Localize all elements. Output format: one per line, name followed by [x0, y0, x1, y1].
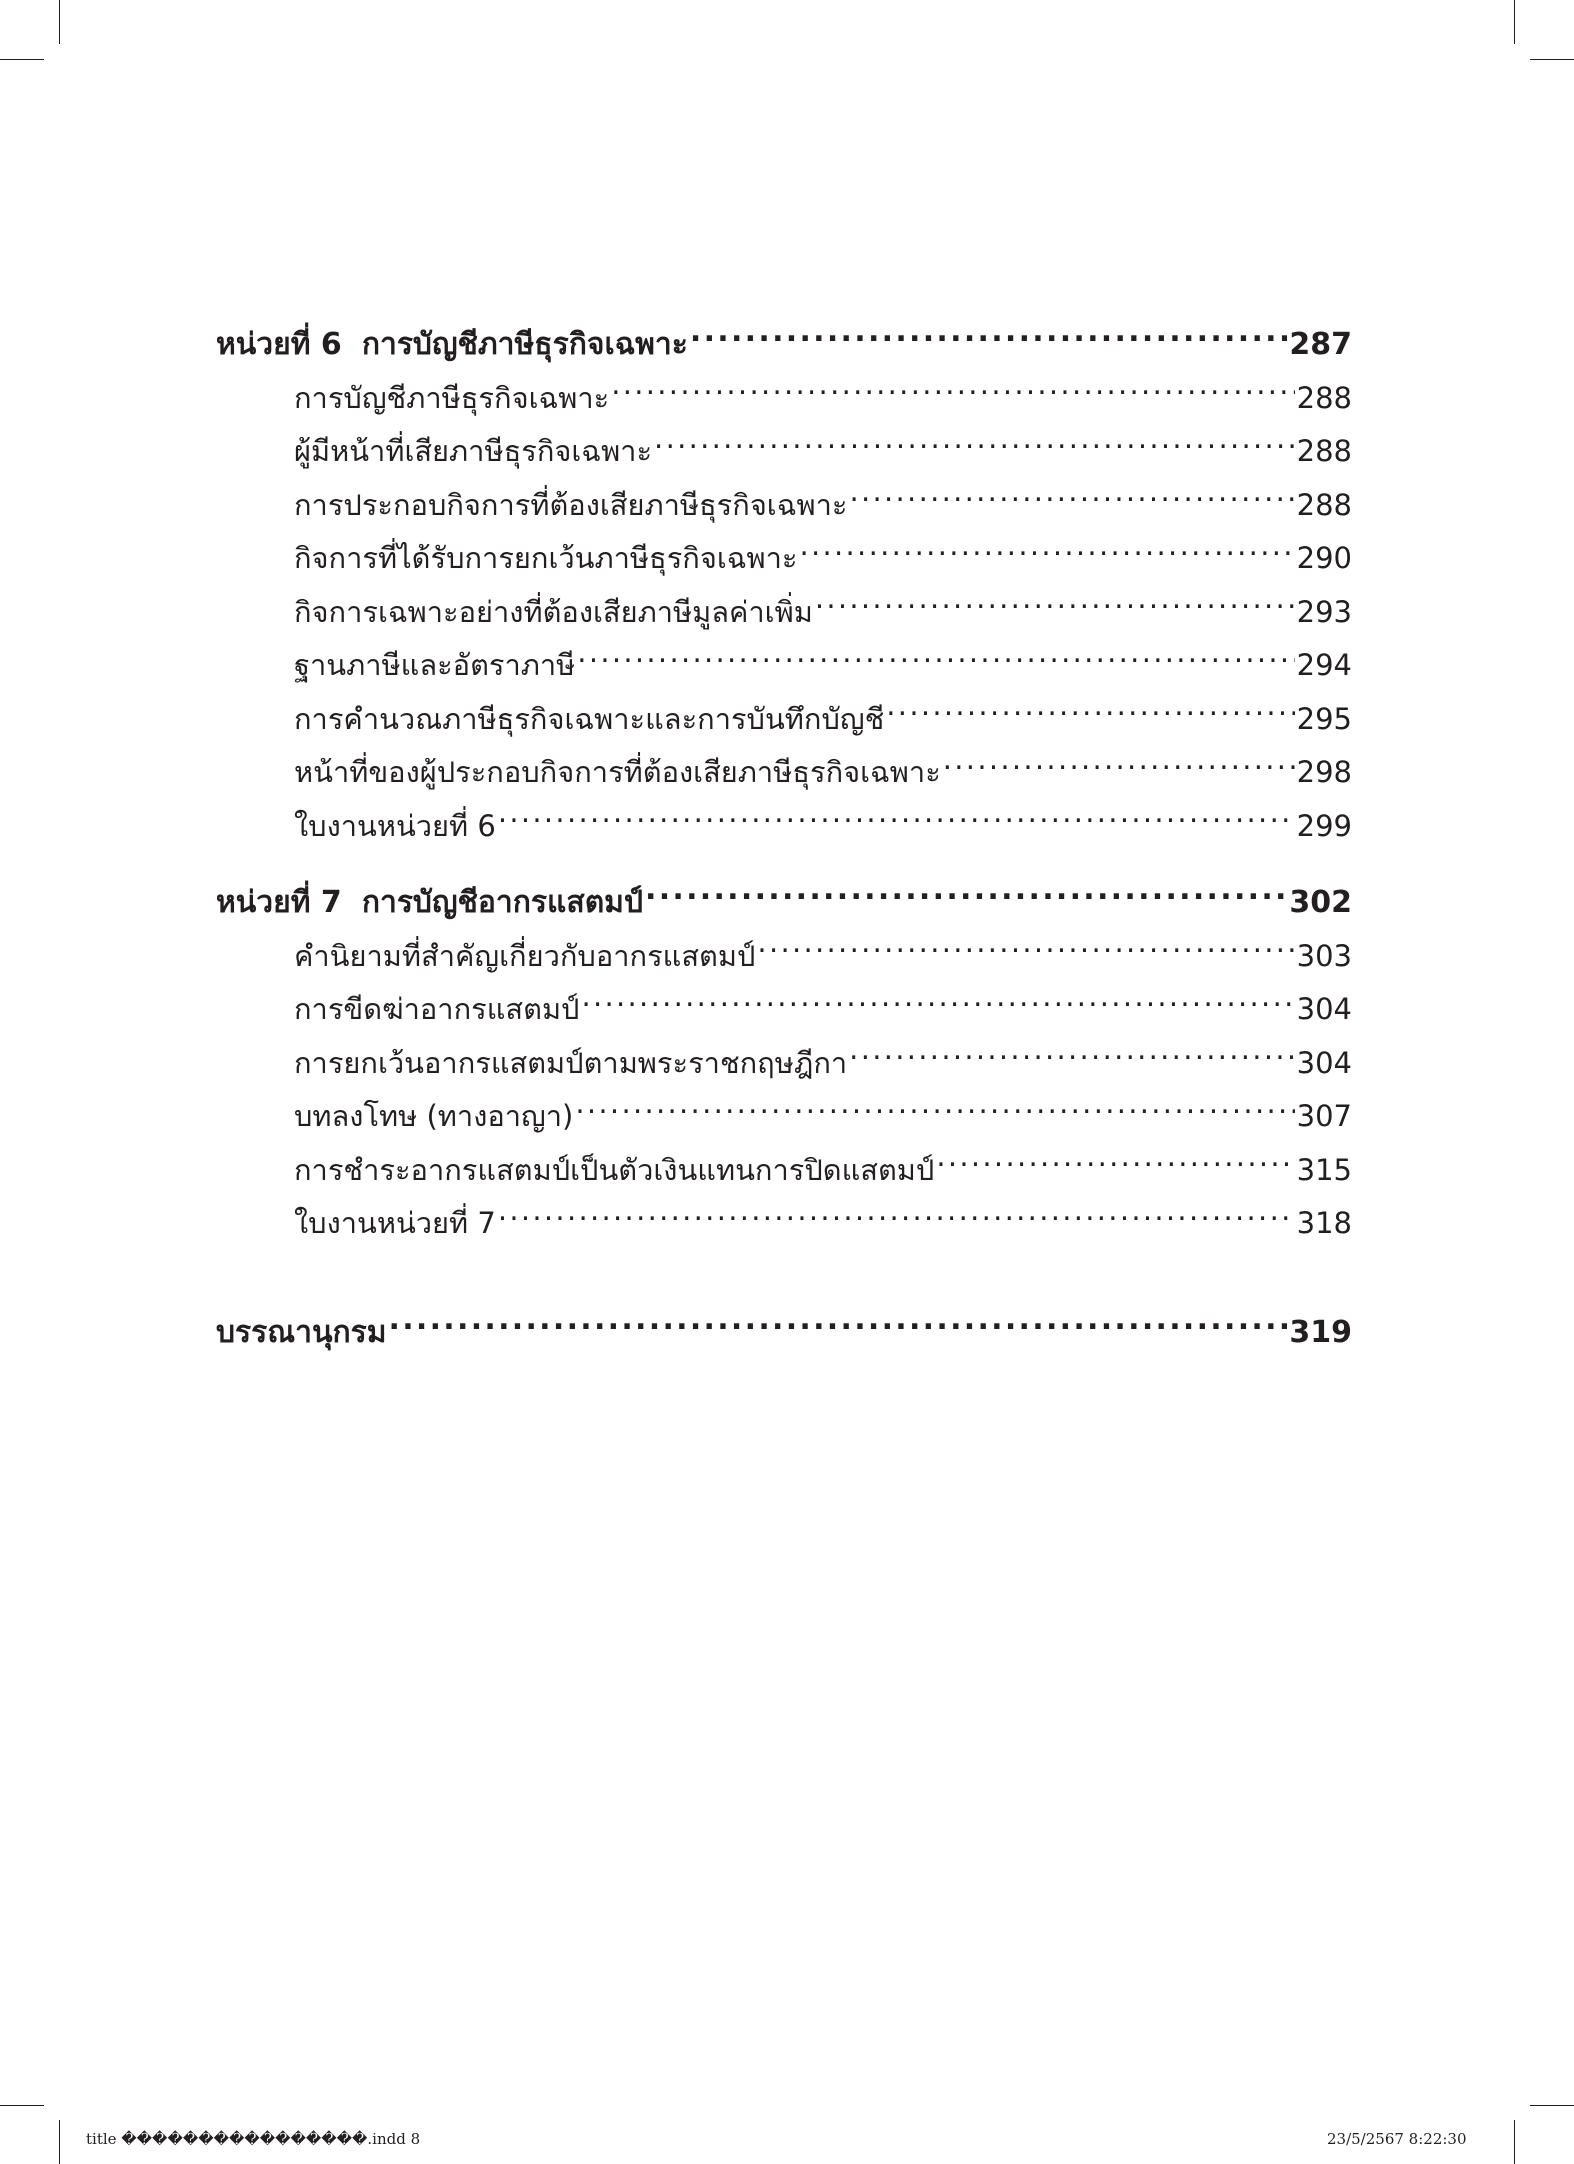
- toc-entry-page: 288: [1296, 487, 1352, 522]
- dot-leader: [849, 486, 1294, 515]
- dot-leader: [581, 990, 1294, 1019]
- crop-mark-top-right-horizontal: [1530, 59, 1574, 60]
- toc-entry-page: 318: [1296, 1206, 1352, 1240]
- toc-entry-page: 304: [1296, 992, 1352, 1026]
- toc-entry[interactable]: [216, 1090, 1352, 1144]
- toc-entry[interactable]: [216, 930, 1352, 984]
- toc-bibliography-title: บรรณานุกรม: [216, 1314, 387, 1350]
- section-spacer: [216, 1251, 1352, 1306]
- toc-entry-label: การคำนวณภาษีธุรกิจเฉพาะและการบันทึกบัญชี: [294, 701, 885, 736]
- toc-entry-label: หน้าที่ของผู้ประกอบกิจการที่ต้องเสียภาษีธุรกิจเฉพาะ: [294, 755, 941, 789]
- crop-mark-top-left-vertical: [59, 0, 60, 44]
- dot-leader: [815, 593, 1295, 622]
- toc-entry-label: ใบงานหน่วยที่ 7: [294, 1206, 496, 1240]
- toc-entry-page: 304: [1296, 1045, 1352, 1080]
- toc-bibliography[interactable]: [216, 1306, 1352, 1360]
- crop-mark-bottom-right-horizontal: [1530, 2105, 1574, 2106]
- dot-leader: [654, 432, 1295, 461]
- toc-entry[interactable]: [216, 372, 1352, 426]
- dot-leader: [757, 937, 1294, 966]
- toc-entry[interactable]: [216, 983, 1352, 1037]
- toc-unit-7-heading[interactable]: [216, 876, 1352, 930]
- toc-entry[interactable]: [216, 586, 1352, 640]
- toc-entry-label: ใบงานหน่วยที่ 6: [294, 808, 496, 843]
- toc-unit-6-title: การบัญชีภาษีธุรกิจเฉพาะ: [361, 327, 688, 362]
- dot-leader: [799, 539, 1294, 568]
- toc-entry[interactable]: [216, 425, 1352, 479]
- crop-mark-top-right-vertical: [1514, 0, 1515, 44]
- toc-entry-page: 294: [1296, 648, 1352, 682]
- toc-entry-label: การบัญชีภาษีธุรกิจเฉพาะ: [294, 380, 610, 415]
- toc-entry[interactable]: [216, 1037, 1352, 1091]
- crop-mark-bottom-right-vertical: [1514, 2120, 1515, 2164]
- dot-leader: [849, 1044, 1294, 1073]
- toc-entry-label: ผู้มีหน้าที่เสียภาษีธุรกิจเฉพาะ: [294, 434, 653, 468]
- toc-entry-page: 303: [1296, 938, 1352, 973]
- toc-entry[interactable]: [216, 1197, 1352, 1251]
- crop-mark-top-left-horizontal: [0, 59, 44, 60]
- toc-unit-7-page: 302: [1289, 885, 1352, 920]
- slug-timestamp: 23/5/2567 8:22:30: [1327, 2130, 1467, 2148]
- toc-unit-6-number: หน่วยที่ 6: [216, 327, 342, 362]
- toc-unit-6-label: [216, 318, 688, 372]
- toc-entry-page: 288: [1296, 380, 1352, 415]
- toc-unit-6-heading[interactable]: [216, 318, 1352, 372]
- dot-leader: [936, 1151, 1294, 1180]
- toc-entry[interactable]: [216, 639, 1352, 693]
- dot-leader: [611, 379, 1294, 408]
- section-spacer: [216, 853, 1352, 876]
- toc-unit-7-label: [216, 876, 643, 930]
- dot-leader: [943, 753, 1295, 782]
- toc-entry[interactable]: [216, 800, 1352, 854]
- toc-entry-label: ฐานภาษีและอัตราภาษี: [294, 648, 576, 682]
- toc-entry[interactable]: [216, 532, 1352, 586]
- toc-entry[interactable]: [216, 693, 1352, 747]
- toc-entry-page: 295: [1296, 701, 1352, 736]
- toc-entry-label: การชำระอากรแสตมป์เป็นตัวเงินแทนการปิดแสตมป์: [294, 1152, 935, 1187]
- dot-leader: [690, 324, 1287, 354]
- dot-leader: [498, 1204, 1295, 1233]
- toc-entry-label: กิจการเฉพาะอย่างที่ต้องเสียภาษีมูลค่าเพิ่ม: [294, 594, 813, 629]
- toc-entry-label: การยกเว้นอากรแสตมป์ตามพระราชกฤษฎีกา: [294, 1045, 848, 1080]
- toc-unit-7-title: การบัญชีอากรแสตมป์: [361, 885, 643, 920]
- toc-entry-label: คำนิยามที่สำคัญเกี่ยวกับอากรแสตมป์: [294, 938, 756, 973]
- dot-leader: [645, 882, 1287, 912]
- toc-unit-7-number: หน่วยที่ 7: [216, 885, 342, 920]
- dot-leader: [886, 700, 1294, 729]
- toc-entry-page: 307: [1296, 1099, 1352, 1133]
- dot-leader: [389, 1312, 1288, 1342]
- toc-entry-page: 290: [1296, 541, 1352, 575]
- toc-entry-label: การขีดฆ่าอากรแสตมป์: [294, 992, 580, 1026]
- toc-entry-page: 293: [1296, 594, 1352, 629]
- toc-unit-6-page: 287: [1289, 327, 1352, 362]
- dot-leader: [498, 807, 1295, 836]
- toc-entry-page: 315: [1296, 1152, 1352, 1187]
- toc-entry-label: กิจการที่ได้รับการยกเว้นภาษีธุรกิจเฉพาะ: [294, 541, 798, 575]
- crop-mark-bottom-left-horizontal: [0, 2105, 44, 2106]
- dot-leader: [577, 646, 1294, 675]
- toc-entry[interactable]: [216, 1144, 1352, 1198]
- toc-entry[interactable]: [216, 746, 1352, 800]
- table-of-contents: [216, 318, 1352, 1359]
- toc-entry[interactable]: [216, 479, 1352, 533]
- toc-entry-label: การประกอบกิจการที่ต้องเสียภาษีธุรกิจเฉพาะ: [294, 487, 848, 522]
- toc-bibliography-page: 319: [1289, 1314, 1352, 1350]
- toc-entry-page: 299: [1296, 808, 1352, 843]
- toc-entry-page: 298: [1296, 755, 1352, 789]
- crop-mark-bottom-left-vertical: [59, 2120, 60, 2164]
- slug-file-info: title ����������������.indd 8: [86, 2130, 421, 2148]
- toc-entry-page: 288: [1296, 434, 1352, 468]
- toc-entry-label: บทลงโทษ (ทางอาญา): [294, 1099, 574, 1133]
- dot-leader: [575, 1097, 1294, 1126]
